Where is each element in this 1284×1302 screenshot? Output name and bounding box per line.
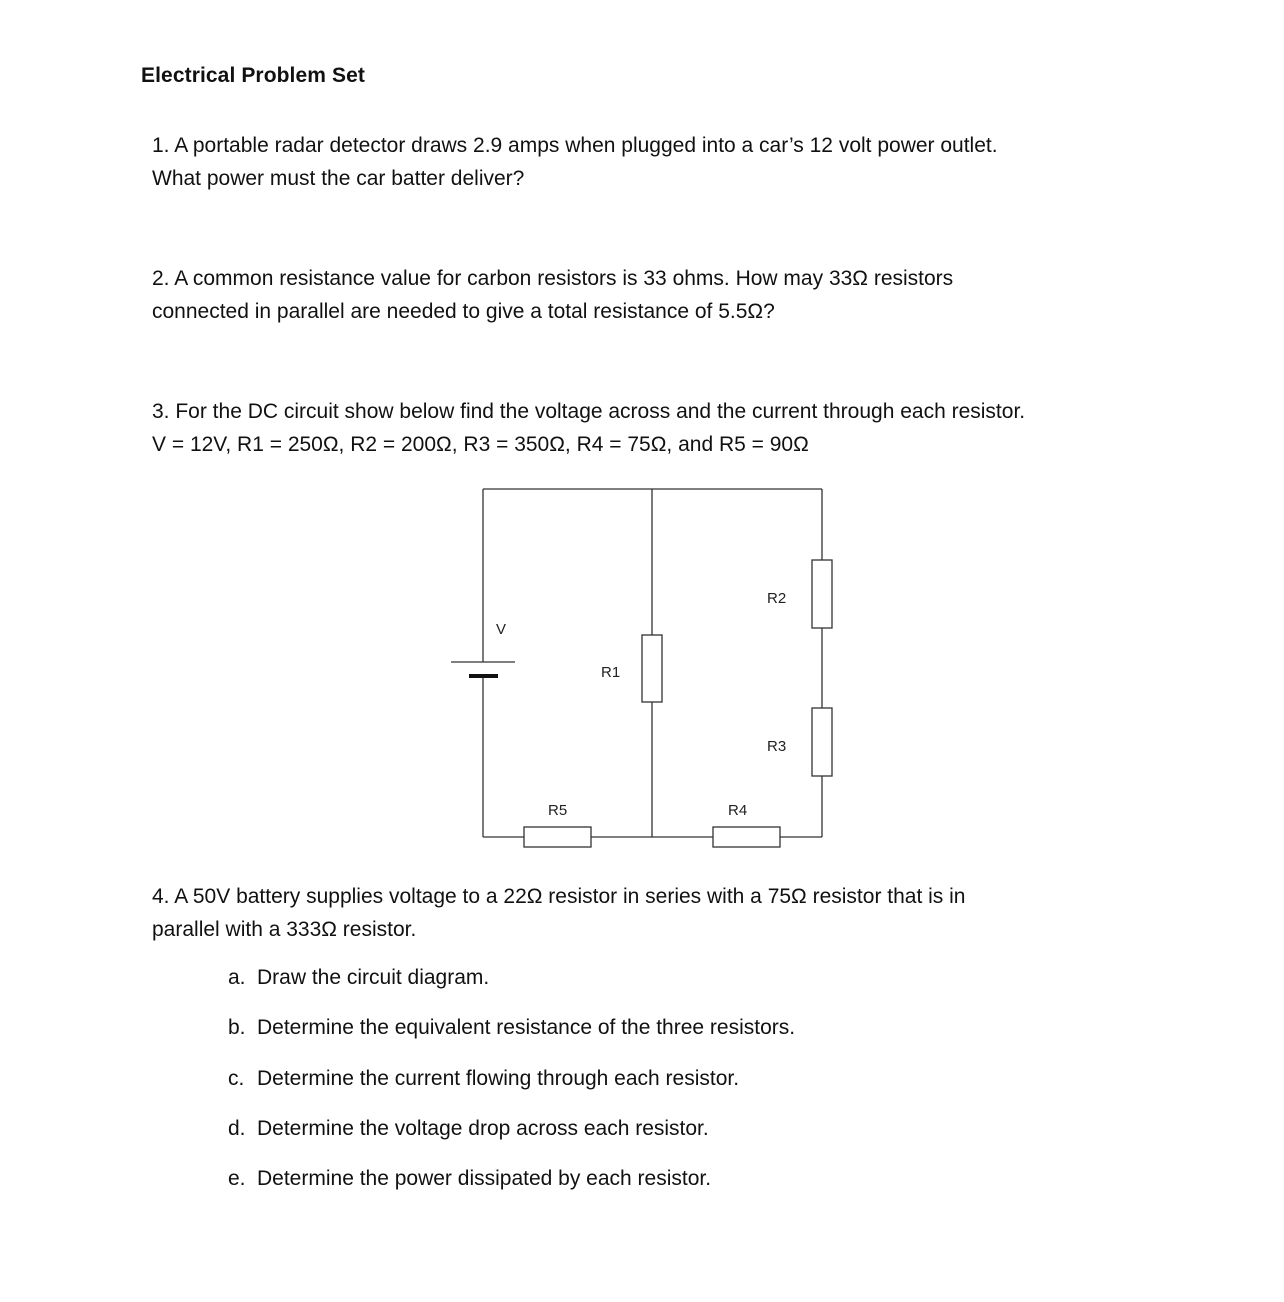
problem-4 bbox=[152, 880, 965, 946]
subpart-e-letter: e. bbox=[228, 1167, 246, 1190]
subpart-e-text: Determine the power dissipated by each resistor. bbox=[257, 1167, 712, 1190]
subpart-a-text: Draw the circuit diagram. bbox=[257, 966, 490, 989]
subpart-d-text: Determine the voltage drop across each resistor. bbox=[257, 1117, 709, 1140]
problem-2-line-1: 2. A common resistance value for carbon resistors is 33 ohms. How may 33Ω resistors bbox=[152, 267, 954, 290]
problem-1 bbox=[152, 129, 998, 195]
resistor-r3 bbox=[812, 708, 832, 776]
problem-4-line-2: parallel with a 333Ω resistor. bbox=[152, 918, 417, 941]
problem-1-line-2: What power must the car batter deliver? bbox=[152, 167, 525, 190]
problem-3 bbox=[152, 395, 1025, 461]
problem-4-line-1: 4. A 50V battery supplies voltage to a 22Ω resistor in series with a 75Ω resistor that is in bbox=[152, 885, 966, 908]
subpart-b bbox=[228, 1016, 795, 1040]
problem-2 bbox=[152, 262, 953, 328]
subpart-c-text: Determine the current flowing through each resistor. bbox=[257, 1067, 740, 1090]
label-r1: R1 bbox=[601, 664, 621, 681]
label-r4: R4 bbox=[728, 802, 748, 819]
label-r2: R2 bbox=[767, 590, 787, 607]
resistor-r1 bbox=[642, 635, 662, 702]
subpart-b-text: Determine the equivalent resistance of the three resistors. bbox=[257, 1016, 796, 1039]
subpart-d bbox=[228, 1117, 709, 1141]
subpart-e bbox=[228, 1167, 711, 1191]
subpart-a-letter: a. bbox=[228, 966, 246, 989]
subpart-c bbox=[228, 1067, 739, 1091]
subpart-a bbox=[228, 966, 489, 990]
problem-3-line-1: 3. For the DC circuit show below find the voltage across and the current through each resistor. bbox=[152, 400, 1026, 423]
resistor-r4 bbox=[713, 827, 780, 847]
label-v: V bbox=[496, 621, 507, 638]
label-r5: R5 bbox=[548, 802, 568, 819]
subpart-d-letter: d. bbox=[228, 1117, 246, 1140]
resistor-r5 bbox=[524, 827, 591, 847]
subpart-c-letter: c. bbox=[228, 1067, 245, 1090]
document-title: Electrical Problem Set bbox=[141, 64, 365, 87]
problem-2-line-2: connected in parallel are needed to give a total resistance of 5.5Ω? bbox=[152, 300, 775, 323]
problem-1-line-1: 1. A portable radar detector draws 2.9 amps when plugged into a car’s 12 volt power outlet. bbox=[152, 134, 998, 157]
circuit-diagram bbox=[440, 478, 840, 858]
subpart-b-letter: b. bbox=[228, 1016, 246, 1039]
resistor-r2 bbox=[812, 560, 832, 628]
label-r3: R3 bbox=[767, 738, 787, 755]
problem-3-line-2: V = 12V, R1 = 250Ω, R2 = 200Ω, R3 = 350Ω, R4 = 75Ω, and R5 = 90Ω bbox=[152, 433, 809, 456]
